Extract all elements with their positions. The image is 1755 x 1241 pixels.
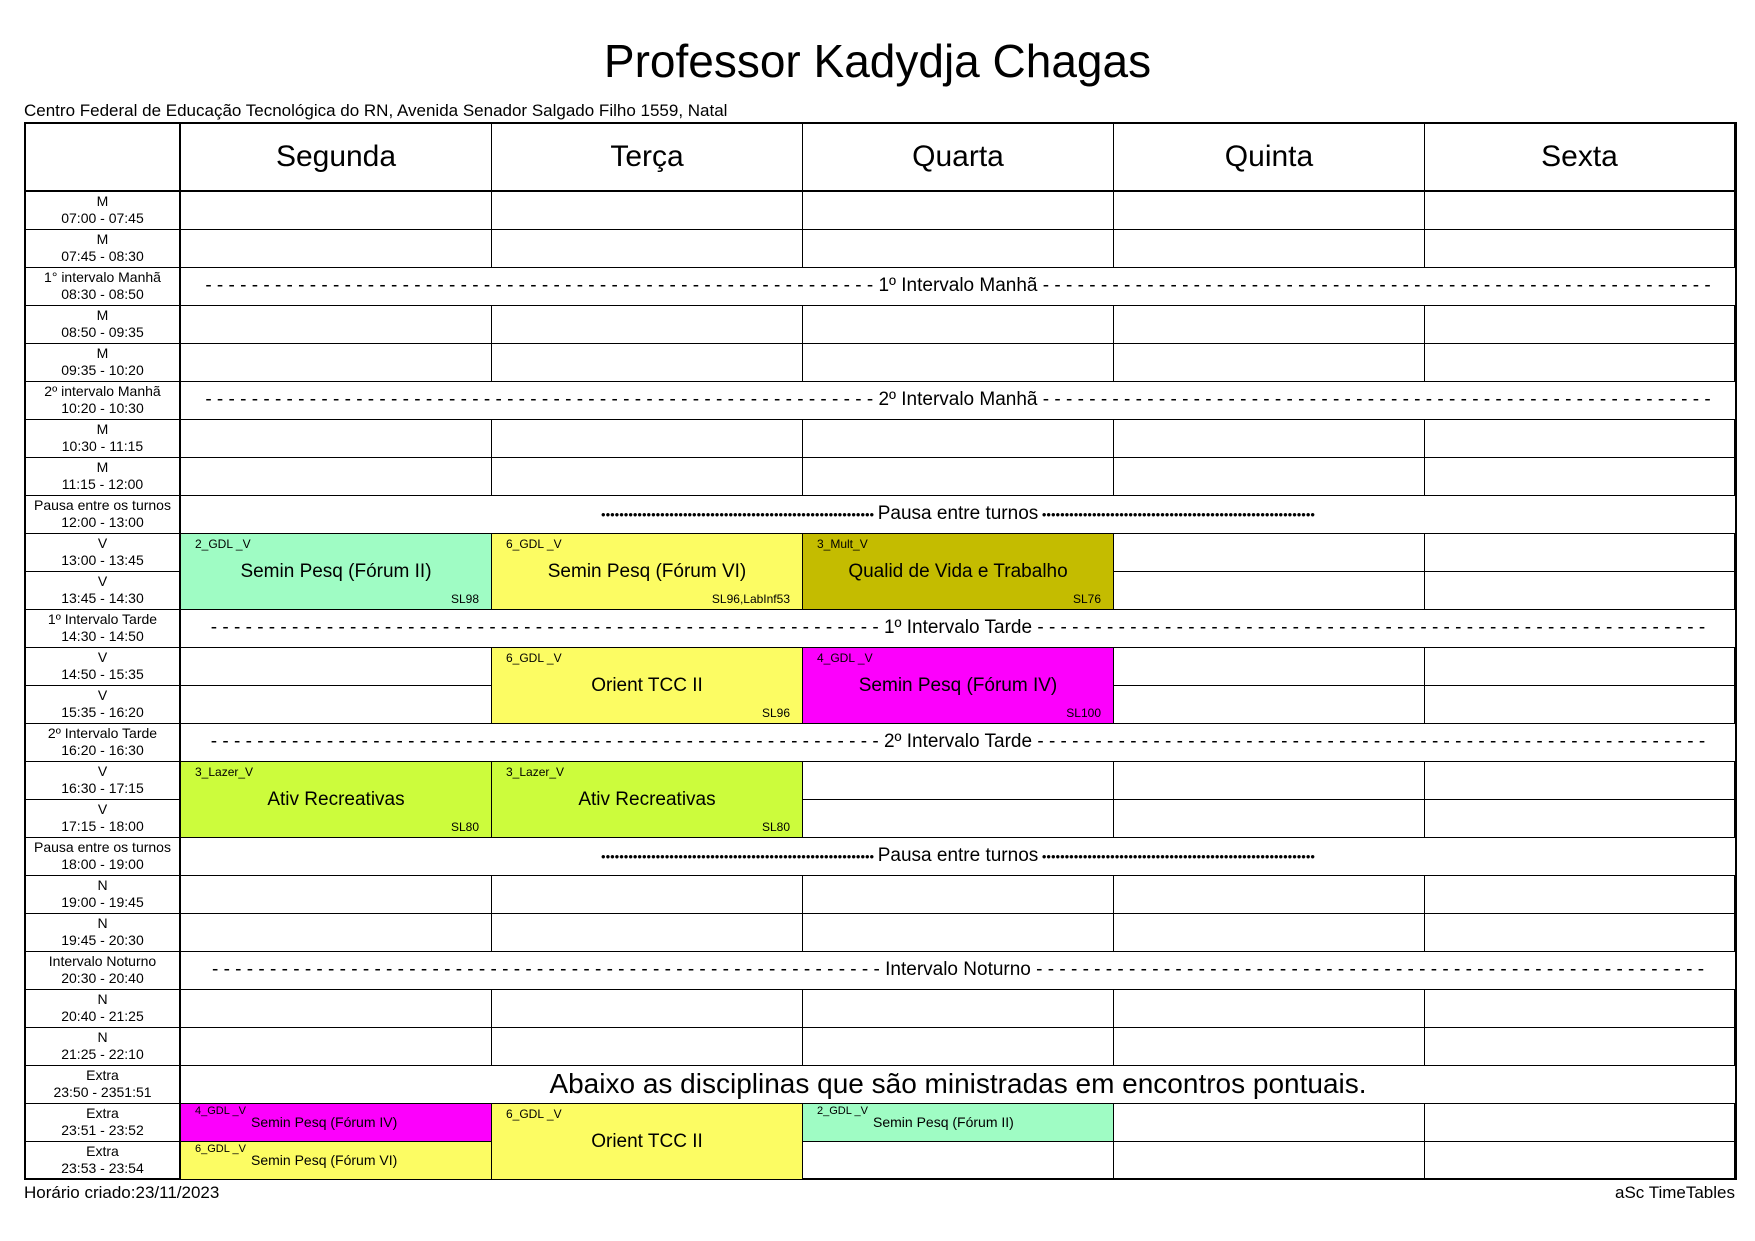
period-label-cell <box>26 496 181 534</box>
empty-slot <box>181 306 492 344</box>
period-label: V <box>97 687 108 703</box>
period-time: 20:40 - 21:25 <box>61 1008 144 1024</box>
lesson-subject: Semin Pesq (Fórum VI) <box>547 561 747 582</box>
period-label: M <box>96 421 109 437</box>
empty-slot <box>803 990 1114 1028</box>
empty-slot <box>1425 230 1735 268</box>
empty-slot <box>1425 534 1735 572</box>
break-label: Pausa entre turnos <box>877 503 1039 524</box>
lesson-cell[interactable] <box>492 762 803 838</box>
period-label-cell <box>26 990 181 1028</box>
break-label: Pausa entre turnos <box>877 845 1039 866</box>
lesson-cell[interactable] <box>181 534 492 610</box>
period-label: 1º Intervalo Tarde <box>47 611 158 627</box>
lesson-cell[interactable] <box>803 1104 1114 1142</box>
empty-slot <box>803 876 1114 914</box>
period-time: 15:35 - 16:20 <box>61 704 144 720</box>
empty-slot <box>1114 1104 1425 1142</box>
period-label: Pausa entre os turnos <box>34 839 171 855</box>
period-label: N <box>97 915 108 931</box>
empty-slot <box>181 914 492 952</box>
empty-slot <box>492 914 803 952</box>
break-fill: - - - - - - - - - - - - - - - - - - - - - - - - - - - - - - - - - - - - - - - - - - - - - - - - - - - - - - - - - - <box>1032 617 1706 638</box>
period-label: M <box>96 459 109 475</box>
empty-slot <box>1425 686 1735 724</box>
lesson-cell[interactable] <box>492 648 803 724</box>
empty-slot <box>1114 686 1425 724</box>
empty-slot <box>1425 800 1735 838</box>
period-time: 20:30 - 20:40 <box>61 970 144 986</box>
empty-slot <box>1425 1142 1735 1180</box>
empty-slot <box>1425 344 1735 382</box>
empty-slot <box>1425 306 1735 344</box>
school-address: Centro Federal de Educação Tecnológica do RN, Avenida Senador Salgado Filho 1559, Natal <box>24 101 728 120</box>
empty-slot <box>1114 914 1425 952</box>
period-time: 13:45 - 14:30 <box>61 590 144 606</box>
break-label: 2º Intervalo Manhã <box>878 389 1038 410</box>
period-time: 09:35 - 10:20 <box>61 362 144 378</box>
day-header-1: Segunda <box>181 124 492 192</box>
period-label: Pausa entre os turnos <box>34 497 171 513</box>
period-label-cell <box>26 1028 181 1066</box>
empty-slot <box>492 420 803 458</box>
break-fill: - - - - - - - - - - - - - - - - - - - - - - - - - - - - - - - - - - - - - - - - - - - - - - - - - - - - - - - - - - <box>1037 389 1711 410</box>
period-time: 23:53 - 23:54 <box>61 1160 144 1176</box>
break-label: 2º Intervalo Tarde <box>883 731 1033 752</box>
empty-slot <box>1425 648 1735 686</box>
timetable-grid <box>24 122 1737 1180</box>
break-fill: - - - - - - - - - - - - - - - - - - - - - - - - - - - - - - - - - - - - - - - - - - - - - - - - - - - - - - - - - - <box>205 389 879 410</box>
period-label-cell <box>26 306 181 344</box>
empty-slot <box>1114 230 1425 268</box>
period-time: 16:30 - 17:15 <box>61 780 144 796</box>
empty-slot <box>1114 1142 1425 1180</box>
brand-label: aSc TimeTables <box>1615 1183 1735 1202</box>
empty-slot <box>181 648 492 686</box>
lesson-subject: Semin Pesq (Fórum IV) <box>251 1114 398 1130</box>
empty-slot <box>1114 572 1425 610</box>
period-label: V <box>97 801 108 817</box>
period-time: 10:30 - 11:15 <box>61 438 144 454</box>
period-label: Extra <box>86 1067 119 1083</box>
empty-slot <box>1114 420 1425 458</box>
empty-slot <box>492 344 803 382</box>
empty-slot <box>492 876 803 914</box>
empty-slot <box>1425 990 1735 1028</box>
period-label-cell <box>26 876 181 914</box>
empty-slot <box>181 686 492 724</box>
grid-corner <box>26 124 181 192</box>
lesson-subject: Semin Pesq (Fórum VI) <box>251 1152 398 1168</box>
period-label: Intervalo Noturno <box>48 953 157 969</box>
empty-slot <box>492 306 803 344</box>
empty-slot <box>181 230 492 268</box>
period-time: 08:30 - 08:50 <box>61 286 144 302</box>
break-fill: - - - - - - - - - - - - - - - - - - - - - - - - - - - - - - - - - - - - - - - - - - - - - - - - - - - - - - - - - - <box>1032 731 1706 752</box>
empty-slot <box>803 800 1114 838</box>
period-time: 18:00 - 19:00 <box>61 856 144 872</box>
lesson-cell[interactable] <box>803 534 1114 610</box>
period-label-cell <box>26 420 181 458</box>
period-label-cell <box>26 838 181 876</box>
lesson-cell[interactable] <box>803 648 1114 724</box>
empty-slot <box>1425 1104 1735 1142</box>
lesson-group: 2_GDL _V <box>817 1105 868 1117</box>
period-label-cell <box>26 192 181 230</box>
period-label: 2º intervalo Manhã <box>44 383 161 399</box>
period-time: 17:15 - 18:00 <box>61 818 144 834</box>
period-label: M <box>96 231 109 247</box>
lesson-subject: Qualid de Vida e Trabalho <box>848 561 1068 582</box>
break-band <box>181 496 1735 534</box>
empty-slot <box>803 762 1114 800</box>
period-label-cell <box>26 724 181 762</box>
lesson-group: 3_Lazer_V <box>195 765 254 779</box>
period-label: V <box>97 763 108 779</box>
period-label: V <box>97 649 108 665</box>
break-fill: - - - - - - - - - - - - - - - - - - - - - - - - - - - - - - - - - - - - - - - - - - - - - - - - - - - - - - - - - - <box>211 959 886 980</box>
lesson-subject: Orient TCC II <box>591 675 703 696</box>
period-time: 19:00 - 19:45 <box>61 894 144 910</box>
lesson-subject: Ativ Recreativas <box>267 789 405 810</box>
lesson-group: 4_GDL _V <box>195 1105 246 1117</box>
period-time: 19:45 - 20:30 <box>61 932 144 948</box>
period-label: M <box>96 307 109 323</box>
lesson-group: 2_GDL _V <box>195 537 251 551</box>
break-band <box>181 952 1735 990</box>
lesson-room: SL76 <box>1072 592 1101 606</box>
empty-slot <box>1425 876 1735 914</box>
lesson-cell[interactable] <box>492 1104 803 1180</box>
lesson-group: 6_GDL _V <box>506 537 562 551</box>
empty-slot <box>181 192 492 230</box>
day-header-3: Quarta <box>803 124 1114 192</box>
empty-slot <box>803 192 1114 230</box>
empty-slot <box>181 344 492 382</box>
period-label-cell <box>26 344 181 382</box>
break-fill: •••••••••••••••••••••••••••••••••••••••••••••••••••••••••••• <box>1038 507 1315 522</box>
lesson-subject: Semin Pesq (Fórum II) <box>240 561 432 582</box>
empty-slot <box>1114 306 1425 344</box>
break-band <box>181 382 1735 420</box>
empty-slot <box>492 192 803 230</box>
lesson-subject: Semin Pesq (Fórum IV) <box>858 675 1058 696</box>
empty-slot <box>1114 648 1425 686</box>
lesson-group: 6_GDL _V <box>195 1143 246 1155</box>
period-label-cell <box>26 610 181 648</box>
break-fill: •••••••••••••••••••••••••••••••••••••••••••••••••••••••••••• <box>601 849 878 864</box>
break-label: Abaixo as disciplinas que são ministradas em encontros pontuais. <box>549 1068 1367 1099</box>
empty-slot <box>1114 990 1425 1028</box>
break-label: Intervalo Noturno <box>885 959 1031 980</box>
period-label: 2º Intervalo Tarde <box>47 725 158 741</box>
empty-slot <box>181 420 492 458</box>
lesson-cell[interactable] <box>181 1142 492 1180</box>
period-label: 1° intervalo Manhã <box>44 269 161 285</box>
empty-slot <box>1114 458 1425 496</box>
period-label-cell <box>26 534 181 572</box>
period-time: 12:00 - 13:00 <box>61 514 144 530</box>
period-time: 11:15 - 12:00 <box>61 476 144 492</box>
lesson-cell[interactable] <box>181 1104 492 1142</box>
break-band <box>181 838 1735 876</box>
period-time: 10:20 - 10:30 <box>61 400 144 416</box>
period-label: V <box>97 535 108 551</box>
lesson-cell[interactable] <box>492 534 803 610</box>
period-label: M <box>96 345 109 361</box>
empty-slot <box>1425 192 1735 230</box>
empty-slot <box>1114 800 1425 838</box>
break-band <box>181 610 1735 648</box>
empty-slot <box>803 1142 1114 1180</box>
empty-slot <box>492 990 803 1028</box>
day-header-4: Quinta <box>1114 124 1425 192</box>
empty-slot <box>492 458 803 496</box>
empty-slot <box>1114 762 1425 800</box>
period-label-cell <box>26 762 181 800</box>
period-label: N <box>97 877 108 893</box>
created-date: Horário criado:23/11/2023 <box>24 1183 220 1202</box>
period-label-cell <box>26 914 181 952</box>
empty-slot <box>803 306 1114 344</box>
empty-slot <box>1425 572 1735 610</box>
break-label: 1º Intervalo Manhã <box>878 275 1038 296</box>
empty-slot <box>492 230 803 268</box>
page-title: Professor Kadydja Chagas <box>603 35 1152 87</box>
break-fill: - - - - - - - - - - - - - - - - - - - - - - - - - - - - - - - - - - - - - - - - - - - - - - - - - - - - - - - - - - <box>1030 959 1705 980</box>
period-time: 21:25 - 22:10 <box>61 1046 144 1062</box>
lesson-room: SL100 <box>1066 706 1101 720</box>
break-band <box>181 268 1735 306</box>
empty-slot <box>803 230 1114 268</box>
lesson-room: SL80 <box>761 820 790 834</box>
lesson-room: SL96,LabInf53 <box>711 592 790 606</box>
empty-slot <box>1114 192 1425 230</box>
empty-slot <box>181 876 492 914</box>
empty-slot <box>1114 1028 1425 1066</box>
empty-slot <box>1425 914 1735 952</box>
lesson-group: 6_GDL _V <box>506 1107 562 1121</box>
period-time: 07:00 - 07:45 <box>61 210 144 226</box>
empty-slot <box>803 420 1114 458</box>
period-label-cell <box>26 648 181 686</box>
period-time: 16:20 - 16:30 <box>61 742 144 758</box>
lesson-room: SL98 <box>450 592 479 606</box>
break-fill: - - - - - - - - - - - - - - - - - - - - - - - - - - - - - - - - - - - - - - - - - - - - - - - - - - - - - - - - - - <box>205 275 879 296</box>
period-label-cell <box>26 1104 181 1142</box>
lesson-group: 6_GDL _V <box>506 651 562 665</box>
period-time: 23:50 - 2351:51 <box>53 1084 152 1100</box>
break-band <box>181 724 1735 762</box>
period-label-cell <box>26 230 181 268</box>
period-label: M <box>96 193 109 209</box>
empty-slot <box>803 1028 1114 1066</box>
period-label-cell <box>26 800 181 838</box>
break-fill: - - - - - - - - - - - - - - - - - - - - - - - - - - - - - - - - - - - - - - - - - - - - - - - - - - - - - - - - - - <box>210 617 884 638</box>
day-header-5: Sexta <box>1425 124 1735 192</box>
lesson-group: 3_Mult_V <box>817 537 868 551</box>
period-label-cell <box>26 382 181 420</box>
period-label-cell <box>26 1142 181 1180</box>
lesson-room: SL96 <box>761 706 790 720</box>
empty-slot <box>803 344 1114 382</box>
break-fill: - - - - - - - - - - - - - - - - - - - - - - - - - - - - - - - - - - - - - - - - - - - - - - - - - - - - - - - - - - <box>1037 275 1711 296</box>
day-header-2: Terça <box>492 124 803 192</box>
period-label-cell <box>26 952 181 990</box>
empty-slot <box>181 990 492 1028</box>
lesson-group: 4_GDL _V <box>817 651 873 665</box>
period-label-cell <box>26 686 181 724</box>
empty-slot <box>1114 876 1425 914</box>
period-label: V <box>97 573 108 589</box>
period-time: 13:00 - 13:45 <box>61 552 144 568</box>
period-label: N <box>97 1029 108 1045</box>
empty-slot <box>181 1028 492 1066</box>
lesson-subject: Ativ Recreativas <box>578 789 716 810</box>
period-time: 08:50 - 09:35 <box>61 324 144 340</box>
empty-slot <box>1425 420 1735 458</box>
empty-slot <box>492 1028 803 1066</box>
lesson-subject: Semin Pesq (Fórum II) <box>873 1114 1014 1130</box>
break-band <box>181 1066 1735 1104</box>
break-label: 1º Intervalo Tarde <box>883 617 1033 638</box>
period-label-cell <box>26 1066 181 1104</box>
empty-slot <box>1425 458 1735 496</box>
lesson-cell[interactable] <box>181 762 492 838</box>
period-label: N <box>97 991 108 1007</box>
empty-slot <box>803 914 1114 952</box>
period-time: 14:50 - 15:35 <box>61 666 144 682</box>
period-label-cell <box>26 458 181 496</box>
period-time: 14:30 - 14:50 <box>61 628 144 644</box>
lesson-room: SL80 <box>450 820 479 834</box>
period-label: Extra <box>86 1105 119 1121</box>
break-fill: •••••••••••••••••••••••••••••••••••••••••••••••••••••••••••• <box>601 507 878 522</box>
break-fill: •••••••••••••••••••••••••••••••••••••••••••••••••••••••••••• <box>1038 849 1315 864</box>
period-label: Extra <box>86 1143 119 1159</box>
empty-slot <box>803 458 1114 496</box>
period-time: 23:51 - 23:52 <box>61 1122 144 1138</box>
empty-slot <box>1425 762 1735 800</box>
period-time: 07:45 - 08:30 <box>61 248 144 264</box>
break-fill: - - - - - - - - - - - - - - - - - - - - - - - - - - - - - - - - - - - - - - - - - - - - - - - - - - - - - - - - - - <box>210 731 884 752</box>
empty-slot <box>1114 534 1425 572</box>
empty-slot <box>181 458 492 496</box>
lesson-subject: Orient TCC II <box>591 1131 703 1152</box>
period-label-cell <box>26 268 181 306</box>
empty-slot <box>1114 344 1425 382</box>
lesson-group: 3_Lazer_V <box>506 765 565 779</box>
empty-slot <box>1425 1028 1735 1066</box>
period-label-cell <box>26 572 181 610</box>
